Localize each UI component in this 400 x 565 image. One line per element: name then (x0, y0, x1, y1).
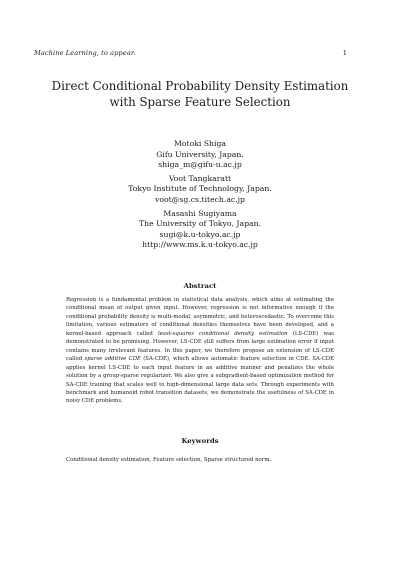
author-affiliation: Tokyo Institute of Technology, Japan. (128, 184, 272, 194)
author-email: voot@sg.cs.titech.ac.jp (155, 194, 245, 204)
keywords-heading: Keywords (181, 437, 219, 445)
page-number: 1 (342, 49, 347, 57)
author-affiliation: The University of Tokyo, Japan. (139, 219, 261, 229)
author-email: sugi@k.u-tokyo.ac.jp (159, 229, 241, 239)
abstract-heading: Abstract (183, 282, 217, 290)
title-line-1: Direct Conditional Probability Density Estimation (51, 79, 349, 93)
author-block (0, 139, 400, 171)
author-name: Masashi Sugiyama (163, 208, 237, 218)
author-list (0, 139, 400, 251)
author-url: http://www.ms.k.u-tokyo.ac.jp (142, 240, 258, 250)
author-affiliation: Gifu University, Japan. (156, 149, 244, 159)
abstract-text: Regression is a fundamental problem in statistical data analysis, which aims at estimating the conditional mean of output given input. However, regression is not informative enough if the conditional probability density is multi-modal, asymmetric, and heteroscedastic. To overcome this limitation, various estimators of conditional densities themselves have been developed, and a kernel-based approach called (66, 297, 334, 337)
author-name: Voot Tangkaratt (168, 173, 232, 183)
running-header: Machine Learning, to appear. (34, 49, 136, 57)
abstract-text: (LS-CDE) was demonstrated to be promising. However, LS-CDE still suffers from large estimation error if input contains many irrelevant features. In this paper, we therefore propose an extension of LS-CDE called (66, 330, 334, 363)
author-email: shiga_m@gifu-u.ac.jp (158, 160, 242, 170)
keywords-list: Conditional density estimation, Feature selection, Sparse structured norm. (66, 457, 272, 463)
author-block (0, 174, 400, 206)
abstract-body (66, 296, 334, 406)
abstract-emphasis: sparse additive CDE (84, 356, 141, 363)
title-line-2: with Sparse Feature Selection (109, 95, 291, 109)
author-name: Motoki Shiga (174, 139, 226, 148)
abstract-emphasis: least-squares conditional density estimation (157, 330, 288, 337)
paper-title (0, 78, 400, 110)
abstract-text: (SA-CDE), which allows automatic feature selection in CDE. SA-CDE applies kernel LS-CDE to each input feature in an additive manner and penalizes the whole solution by a group-sparse regularizer. We also give a subgradient-based optimization method for SA-CDE training that scales well to high-dimensional large data sets. Through experiments with benchmark and humanoid robot transition datasets, we demonstrate the usefulness of SA-CDE in noisy CDE problems. (66, 356, 334, 405)
author-block (0, 209, 400, 251)
